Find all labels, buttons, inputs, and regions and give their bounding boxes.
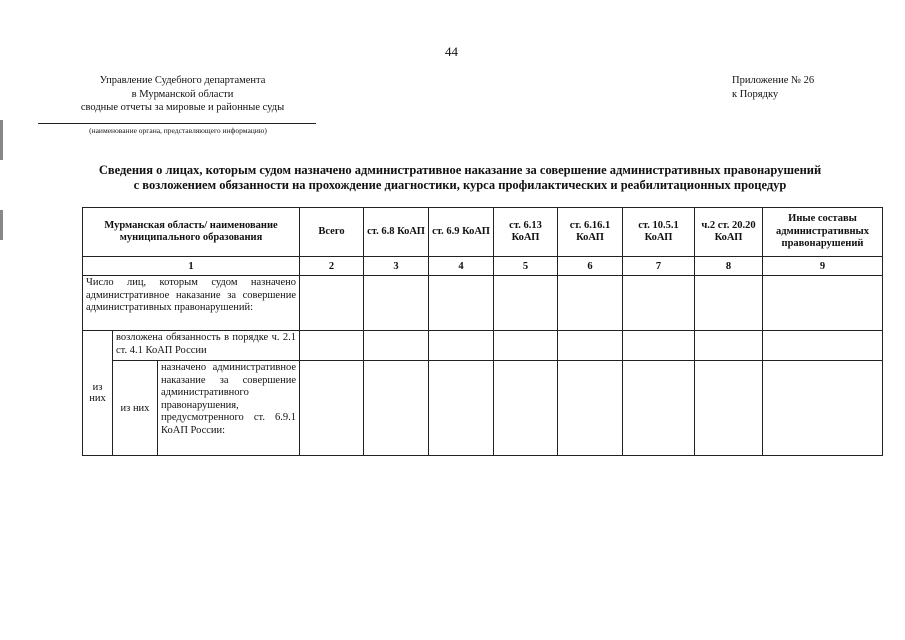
table-row bbox=[83, 361, 883, 456]
header-art-6-16-1: ст. 6.16.1 КоАП bbox=[558, 208, 623, 257]
table-cell bbox=[695, 276, 763, 331]
table-cell bbox=[558, 276, 623, 331]
of-them-inner-label: из них bbox=[113, 361, 158, 456]
table-cell bbox=[494, 361, 558, 456]
table-cell bbox=[429, 331, 494, 361]
col-number: 5 bbox=[494, 257, 558, 276]
table-cell bbox=[364, 276, 429, 331]
table-cell bbox=[623, 331, 695, 361]
document-title bbox=[40, 163, 880, 193]
row-label: возложена обязанность в порядке ч. 2.1 ст. 4.1 КоАП России bbox=[113, 331, 300, 361]
table-cell bbox=[558, 361, 623, 456]
header-art-6-13: ст. 6.13 КоАП bbox=[494, 208, 558, 257]
table-cell bbox=[300, 331, 364, 361]
header-art-20-20: ч.2 ст. 20.20 КоАП bbox=[695, 208, 763, 257]
col-number: 8 bbox=[695, 257, 763, 276]
col-number: 3 bbox=[364, 257, 429, 276]
col-number: 9 bbox=[763, 257, 883, 276]
table-cell bbox=[763, 361, 883, 456]
table-cell bbox=[364, 361, 429, 456]
scan-edge-mark bbox=[0, 120, 4, 160]
row-label: назначено административное наказание за совершение административного правонарушения, предусмотренного ст. 6.9.1 КоАП России: bbox=[158, 361, 300, 456]
organization-block bbox=[60, 74, 305, 115]
header-other: Иные составы административных правонарушений bbox=[763, 208, 883, 257]
org-underline bbox=[38, 123, 316, 124]
header-art-6-8: ст. 6.8 КоАП bbox=[364, 208, 429, 257]
header-art-10-5-1: ст. 10.5.1 КоАП bbox=[623, 208, 695, 257]
report-table bbox=[82, 207, 883, 456]
org-line-2: в Мурманской области bbox=[131, 88, 234, 100]
col-number: 7 bbox=[623, 257, 695, 276]
table-cell bbox=[763, 276, 883, 331]
col-number: 1 bbox=[83, 257, 300, 276]
appendix-line-1: Приложение № 26 bbox=[732, 75, 815, 86]
table-row bbox=[83, 276, 883, 331]
table-cell bbox=[429, 276, 494, 331]
header-art-6-9: ст. 6.9 КоАП bbox=[429, 208, 494, 257]
column-number-row bbox=[83, 257, 883, 276]
table-cell bbox=[763, 331, 883, 361]
row-label: Число лиц, которым судом назначено административное наказание за совершение административных правонарушений: bbox=[83, 276, 300, 331]
table-cell bbox=[494, 331, 558, 361]
table-row bbox=[83, 331, 883, 361]
title-line-1: Сведения о лицах, которым судом назначено административное наказание за совершение административных правонарушений bbox=[98, 163, 822, 177]
appendix-line-2: к Порядку bbox=[732, 88, 779, 100]
col-number: 4 bbox=[429, 257, 494, 276]
of-them-outer-label: из них bbox=[83, 331, 113, 456]
scan-edge-mark bbox=[0, 210, 4, 240]
table-cell bbox=[695, 331, 763, 361]
table-cell bbox=[429, 361, 494, 456]
table-cell bbox=[623, 361, 695, 456]
org-line-1: Управление Судебного департамента bbox=[99, 75, 266, 86]
table-cell bbox=[558, 331, 623, 361]
table-cell bbox=[695, 361, 763, 456]
col-number: 2 bbox=[300, 257, 364, 276]
table-cell bbox=[300, 361, 364, 456]
org-caption: (наименование органа, представляющего информацию) bbox=[89, 126, 267, 135]
table-cell bbox=[300, 276, 364, 331]
org-line-3: сводные отчеты за мировые и районные суды bbox=[80, 102, 285, 113]
col-number: 6 bbox=[558, 257, 623, 276]
page-number: 44 bbox=[445, 44, 458, 59]
table-cell bbox=[623, 276, 695, 331]
title-line-2: с возложением обязанности на прохождение диагностики, курса профилактических и реабилитационных процедур bbox=[133, 178, 787, 192]
table-cell bbox=[364, 331, 429, 361]
table-header-row bbox=[83, 208, 883, 257]
appendix-block bbox=[732, 74, 814, 101]
header-total: Всего bbox=[300, 208, 364, 257]
table-cell bbox=[494, 276, 558, 331]
header-region: Мурманская область/ наименование муниципального образования bbox=[83, 208, 300, 257]
